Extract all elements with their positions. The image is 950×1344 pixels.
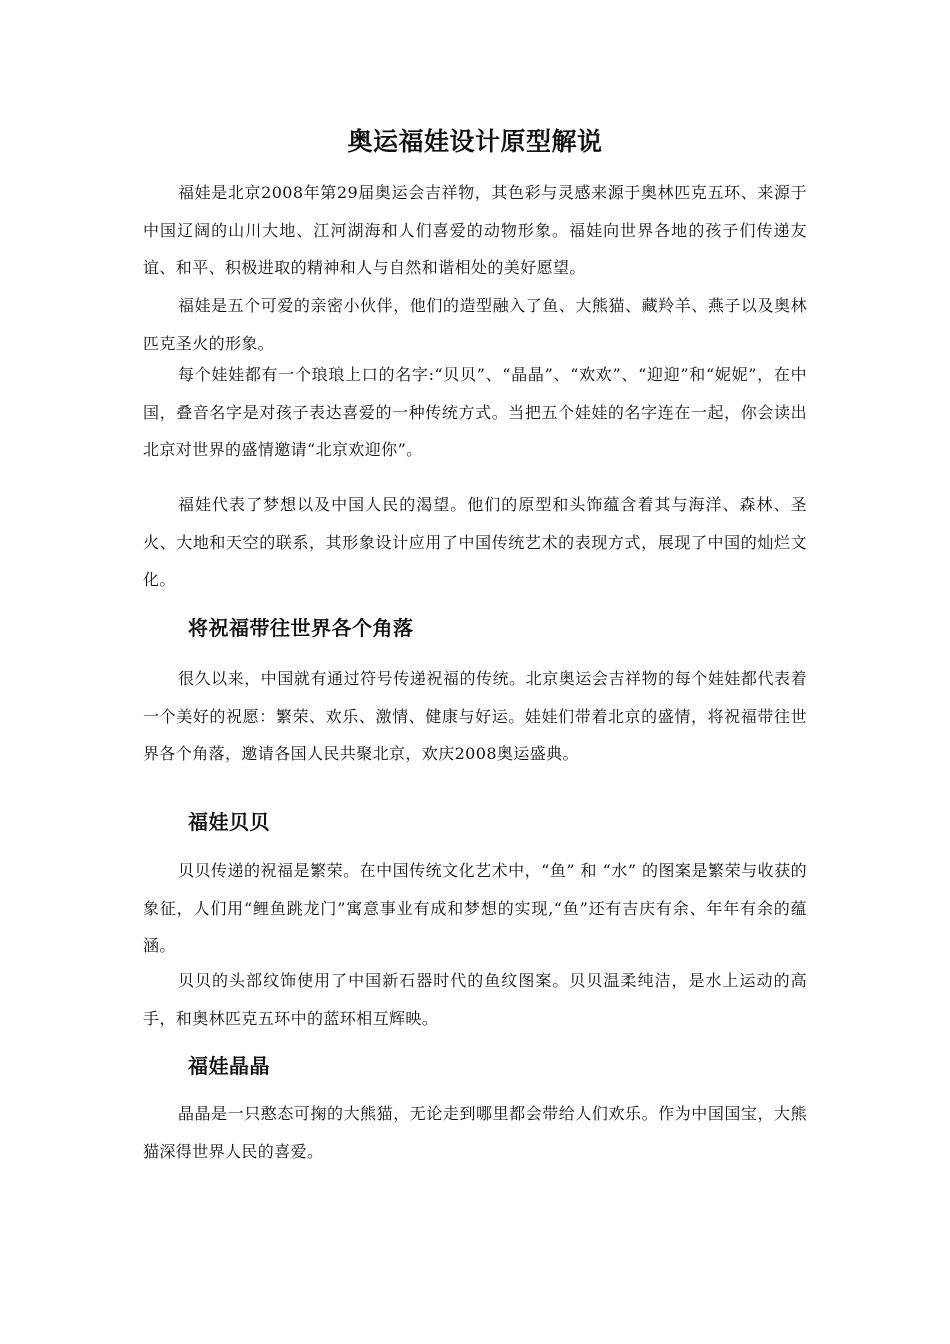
intro-paragraph-4: 福娃代表了梦想以及中国人民的渴望。他们的原型和头饰蕴含着其与海洋、森林、圣火、大地和天空的联系，其形象设计应用了中国传统艺术的表现方式，展现了中国的灿烂文化。 xyxy=(143,495,807,589)
intro-paragraph-2: 福娃是五个可爱的亲密小伙伴，他们的造型融入了鱼、大熊猫、藏羚羊、燕子以及奥林匹克圣火的形象。 xyxy=(143,296,807,353)
document-title: 奥运福娃设计原型解说 xyxy=(347,127,603,156)
section-heading-blessings: 将祝福带往世界各个角落 xyxy=(188,616,414,640)
section-beibei-paragraph-1: 贝贝传递的祝福是繁荣。在中国传统文化艺术中，“鱼” 和 “水” 的图案是繁荣与收获的象征，人们用“鲤鱼跳龙门”寓意事业有成和梦想的实现,“鱼”还有吉庆有余、年年有余的蕴涵。 xyxy=(143,861,807,955)
section-blessings-paragraph-1: 很久以来，中国就有通过符号传递祝福的传统。北京奥运会吉祥物的每个娃娃都代表着一个美好的祝愿：繁荣、欢乐、激情、健康与好运。娃娃们带着北京的盛情，将祝福带往世界各个角落，邀请各国人民共聚北京，欢庆2008奥运盛典。 xyxy=(143,669,807,763)
section-jingjing-paragraph-1: 晶晶是一只憨态可掬的大熊猫，无论走到哪里都会带给人们欢乐。作为中国国宝，大熊猫深得世界人民的喜爱。 xyxy=(143,1104,807,1161)
intro-paragraph-3: 每个娃娃都有一个琅琅上口的名字:“贝贝”、“晶晶”、“欢欢”、“迎迎”和“妮妮”，在中国，叠音名字是对孩子表达喜爱的一种传统方式。当把五个娃娃的名字连在一起，你会读出北京对世界的盛情邀请“北京欢迎你”。 xyxy=(143,365,807,459)
section-heading-beibei: 福娃贝贝 xyxy=(188,810,270,834)
section-beibei-paragraph-2: 贝贝的头部纹饰使用了中国新石器时代的鱼纹图案。贝贝温柔纯洁，是水上运动的高手，和奥林匹克五环中的蓝环相互辉映。 xyxy=(143,971,807,1028)
intro-paragraph-1: 福娃是北京2008年第29届奥运会吉祥物，其色彩与灵感来源于奥林匹克五环、来源于中国辽阔的山川大地、江河湖海和人们喜爱的动物形象。福娃向世界各地的孩子们传递友谊、和平、积极进取的精神和人与自然和谐相处的美好愿望。 xyxy=(143,183,807,277)
section-heading-jingjing: 福娃晶晶 xyxy=(188,1054,270,1078)
